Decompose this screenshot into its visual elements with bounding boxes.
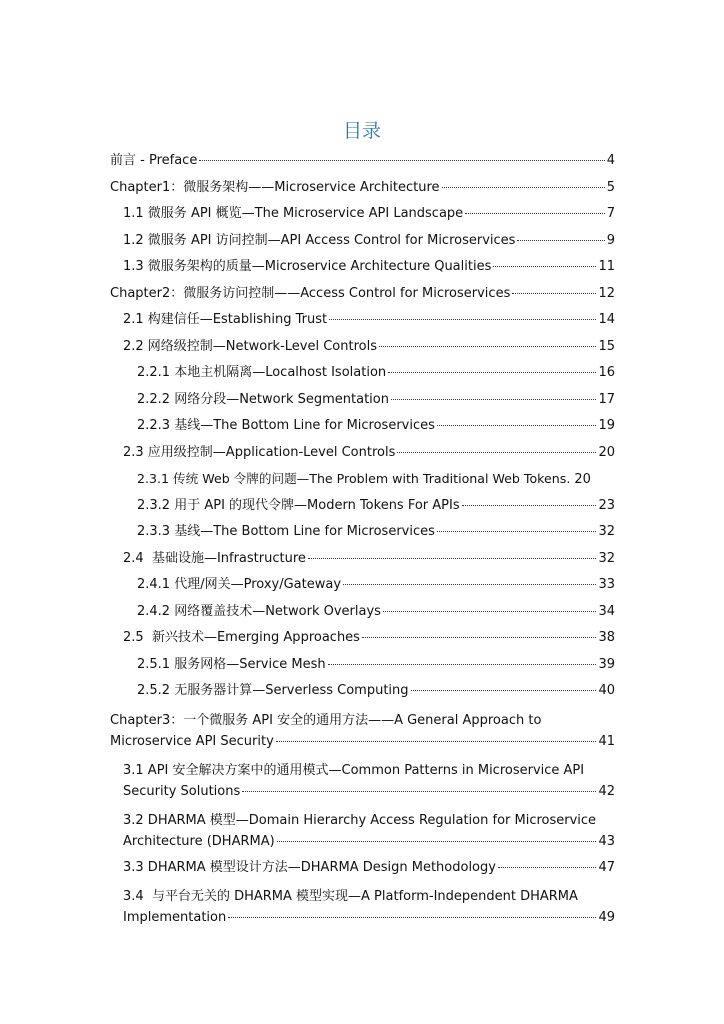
toc-entry-chapter1[interactable]: [110, 177, 615, 204]
toc-entry-text: 2.2.3 基线—The Bottom Line for Microservices: [137, 418, 435, 433]
toc-entry-text-line1: 3.4 与平台无关的 DHARMA 模型实现—A Platform-Independent DHARMA: [123, 889, 578, 904]
toc-page-number: 43: [598, 833, 615, 849]
dot-leader: [437, 424, 597, 426]
table-of-contents: [110, 150, 615, 933]
toc-page-number: 16: [598, 365, 615, 380]
toc-page-number: 47: [598, 859, 615, 875]
toc-entry-text-line2: Security Solutions: [123, 783, 241, 799]
toc-entry-2-5-2[interactable]: [110, 680, 615, 707]
toc-entry-preface[interactable]: [110, 150, 615, 177]
toc-entry-text-line2: Implementation: [123, 910, 227, 925]
toc-entry-3-3[interactable]: [110, 857, 615, 884]
toc-page-number: 23: [598, 497, 615, 513]
toc-entry-3-4[interactable]: [110, 883, 615, 933]
dot-leader: [465, 212, 605, 214]
toc-page-number: 19: [598, 418, 615, 433]
toc-entry-1-1[interactable]: [110, 203, 615, 230]
toc-entry-2-4-2[interactable]: [110, 601, 615, 628]
dot-leader: [242, 790, 596, 792]
toc-entry-text-line1: Chapter3：一个微服务 API 安全的通用方法——A General Approach to: [110, 712, 542, 728]
dot-leader: [391, 398, 596, 400]
dot-leader: [362, 636, 597, 638]
toc-entry-text: 2.5.2 无服务器计算—Serverless Computing: [137, 683, 409, 698]
toc-entry-line2: [123, 908, 615, 929]
toc-page-number: 4: [606, 153, 615, 168]
dot-leader: [388, 371, 596, 373]
toc-entry-2-5[interactable]: [110, 627, 615, 654]
toc-entry-text-line1: 3.2 DHARMA 模型—Domain Hierarchy Access Regulation for Microservice: [123, 812, 597, 828]
toc-entry-text-line2: Architecture (DHARMA): [123, 833, 275, 849]
toc-entry-2-3-2[interactable]: [110, 495, 615, 522]
toc-page-number: 20: [598, 444, 615, 460]
dot-leader: [512, 292, 596, 294]
toc-entry-1-2[interactable]: [110, 230, 615, 257]
toc-entry-text: 2.3.2 用于 API 的现代令牌—Modern Tokens For APIs: [137, 497, 460, 513]
dot-leader: [328, 663, 597, 665]
toc-entry-2-3[interactable]: [110, 442, 615, 469]
toc-page-number: 7: [606, 206, 615, 221]
toc-entry-line2: [110, 732, 615, 753]
toc-page-number: 34: [598, 603, 615, 619]
toc-entry-2-2-2[interactable]: [110, 389, 615, 416]
toc-page-number: 15: [598, 338, 615, 354]
toc-entry-chapter2[interactable]: [110, 283, 615, 310]
toc-entry-text: 1.1 微服务 API 概览—The Microservice API Landscape: [123, 206, 464, 221]
toc-page-number: 32: [598, 550, 615, 566]
toc-entry-text: 2.3.3 基线—The Bottom Line for Microservices: [137, 524, 435, 539]
toc-page-number: 9: [606, 232, 615, 248]
dot-leader: [442, 186, 605, 188]
toc-page-number: 42: [598, 783, 615, 799]
toc-entry-line2: [123, 782, 615, 803]
toc-entry-text: 2.4.2 网络覆盖技术—Network Overlays: [137, 603, 381, 619]
toc-page-number: 33: [598, 577, 615, 592]
toc-entry-3-2[interactable]: [110, 807, 615, 857]
toc-entry-2-3-3[interactable]: [110, 521, 615, 548]
toc-entry-text: 1.2 微服务 API 访问控制—API Access Control for Microservices: [123, 232, 516, 248]
toc-entry-text: 2.5.1 服务网格—Service Mesh: [137, 656, 326, 672]
toc-page-number: 32: [598, 524, 615, 539]
toc-entry-chapter3[interactable]: [110, 707, 615, 757]
toc-page-number: 17: [598, 391, 615, 407]
toc-entry-text: 2.5 新兴技术—Emerging Approaches: [123, 630, 360, 645]
toc-entry-text: 2.3 应用级控制—Application-Level Controls: [123, 444, 396, 460]
toc-page-number: 39: [598, 656, 615, 672]
dot-leader: [411, 689, 597, 691]
dot-leader: [276, 740, 597, 742]
dot-leader: [343, 583, 596, 585]
toc-entry-text: 2.4.1 代理/网关—Proxy/Gateway: [137, 577, 342, 592]
dot-leader: [493, 265, 596, 267]
toc-entry-line2: [123, 832, 615, 853]
toc-page-number: 49: [598, 910, 615, 925]
toc-entry-2-4[interactable]: [110, 548, 615, 575]
toc-page-number: 41: [598, 733, 615, 749]
toc-entry-2-2-1[interactable]: [110, 362, 615, 389]
toc-entry-text: 2.2 网络级控制—Network-Level Controls: [123, 338, 377, 354]
dot-leader: [462, 504, 597, 506]
toc-page-number: 20: [574, 472, 591, 487]
toc-entry-2-3-1[interactable]: [110, 468, 615, 495]
toc-entry-text: 2.2.2 网络分段—Network Segmentation: [137, 391, 389, 407]
toc-entry-2-1[interactable]: [110, 309, 615, 336]
dot-leader: [437, 530, 597, 532]
dot-leader: [228, 916, 596, 918]
toc-entry-text: 1.3 微服务架构的质量—Microservice Architecture Qualities: [123, 259, 492, 274]
toc-page-number: 5: [606, 179, 615, 195]
dot-leader: [379, 345, 596, 347]
toc-entry-text: 前言 - Preface: [110, 153, 198, 168]
toc-entry-3-1[interactable]: [110, 757, 615, 807]
dot-leader: [397, 451, 596, 453]
toc-entry-text: 2.2.1 本地主机隔离—Localhost Isolation: [137, 365, 387, 380]
toc-page-number: 11: [598, 259, 615, 274]
dot-leader: [329, 318, 596, 320]
dot-leader: [308, 557, 597, 559]
toc-entry-text: 2.4 基础设施—Infrastructure: [123, 550, 306, 566]
toc-entry-2-5-1[interactable]: [110, 654, 615, 681]
toc-entry-text: 3.3 DHARMA 模型设计方法—DHARMA Design Methodology: [123, 859, 496, 875]
dot-leader: [517, 239, 604, 241]
toc-page-number: 40: [598, 683, 615, 698]
toc-entry-text: 2.3.1 传统 Web 令牌的问题—The Problem with Traditional Web Tokens.: [137, 471, 571, 486]
dot-leader: [277, 840, 597, 842]
toc-title: 目录: [342, 120, 381, 142]
toc-entry-text-line1: 3.1 API 安全解决方案中的通用模式—Common Patterns in Microservice API: [123, 762, 585, 778]
dot-leader: [383, 610, 597, 612]
toc-entry-1-3[interactable]: [110, 256, 615, 283]
toc-page-number: 38: [598, 630, 615, 645]
toc-entry-2-2-3[interactable]: [110, 415, 615, 442]
dot-leader: [498, 866, 597, 868]
toc-entry-text: Chapter1：微服务架构——Microservice Architecture: [110, 179, 440, 195]
toc-entry-2-2[interactable]: [110, 336, 615, 363]
toc-entry-text: Chapter2：微服务访问控制——Access Control for Microservices: [110, 285, 511, 301]
toc-page-number: 12: [598, 285, 615, 301]
toc-entry-2-4-1[interactable]: [110, 574, 615, 601]
dot-leader: [199, 159, 604, 161]
toc-page-number: 14: [598, 312, 615, 327]
toc-entry-text-line2: Microservice API Security: [110, 733, 274, 749]
toc-entry-text: 2.1 构建信任—Establishing Trust: [123, 312, 328, 327]
